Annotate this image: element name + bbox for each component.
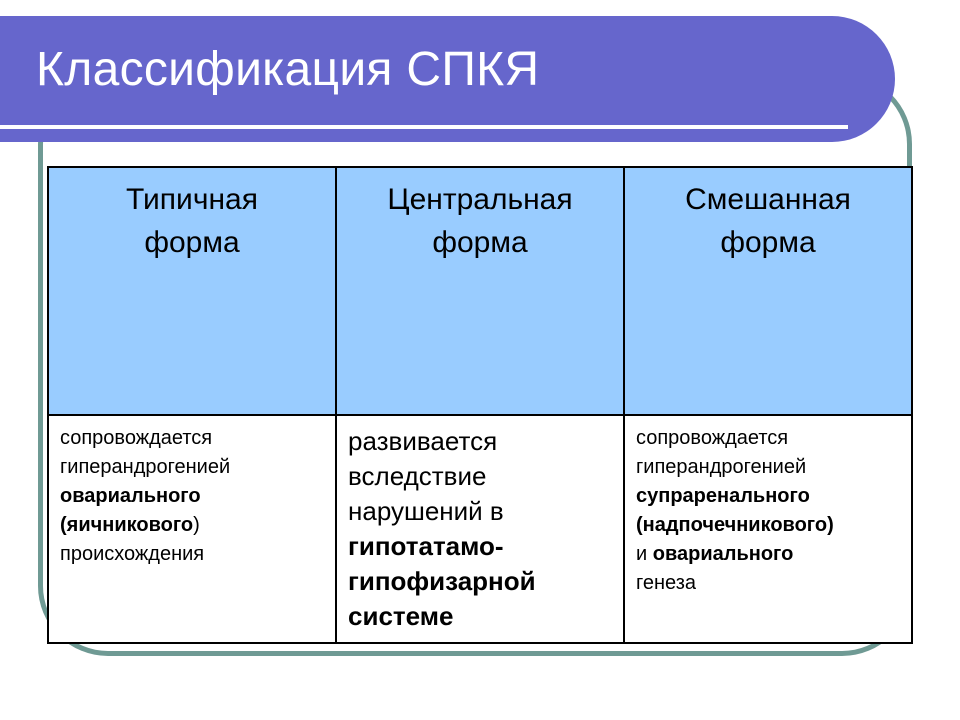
central-line-5: гипофизарной (348, 566, 536, 596)
header-mixed-form: Смешанная форма (624, 167, 912, 415)
mixed-line-2: гиперандрогенией (636, 456, 807, 478)
typical-line-4-paren: ) (193, 514, 200, 536)
central-line-4: гипотатамо- (348, 531, 504, 561)
cell-central-form (336, 415, 624, 643)
central-line-6: системе (348, 601, 454, 631)
mixed-line-1: сопровождается (636, 427, 789, 449)
typical-line-2: гиперандрогенией (60, 456, 231, 478)
mixed-form-description (625, 416, 911, 598)
central-form-description (337, 416, 623, 634)
mixed-line-3: супраренального (636, 485, 810, 507)
central-line-1: развивается (348, 426, 498, 456)
header-central-form: Центральная форма (336, 167, 624, 415)
header-typical-form: Типичная форма (48, 167, 336, 415)
header-row (48, 167, 912, 415)
mixed-line-5-conj: и (636, 543, 648, 565)
mixed-line-6: генеза (636, 572, 696, 594)
typical-line-1: сопровождается (60, 427, 213, 449)
typical-line-4-bold: (яичникового (60, 514, 194, 536)
cell-mixed-form (624, 415, 912, 643)
central-line-2: вследствие (348, 461, 487, 491)
classification-table (47, 166, 913, 644)
typical-line-5: происхождения (60, 543, 205, 565)
body-row (48, 415, 912, 643)
mixed-line-4: (надпочечникового) (636, 514, 834, 536)
central-line-3: нарушений в (348, 496, 504, 526)
slide-title: Классификация СПКЯ (36, 43, 540, 96)
typical-form-description (49, 416, 335, 569)
mixed-line-5-bold: овариального (652, 543, 794, 565)
typical-line-3: овариального (60, 485, 201, 507)
title-underline (0, 125, 848, 129)
cell-typical-form (48, 415, 336, 643)
